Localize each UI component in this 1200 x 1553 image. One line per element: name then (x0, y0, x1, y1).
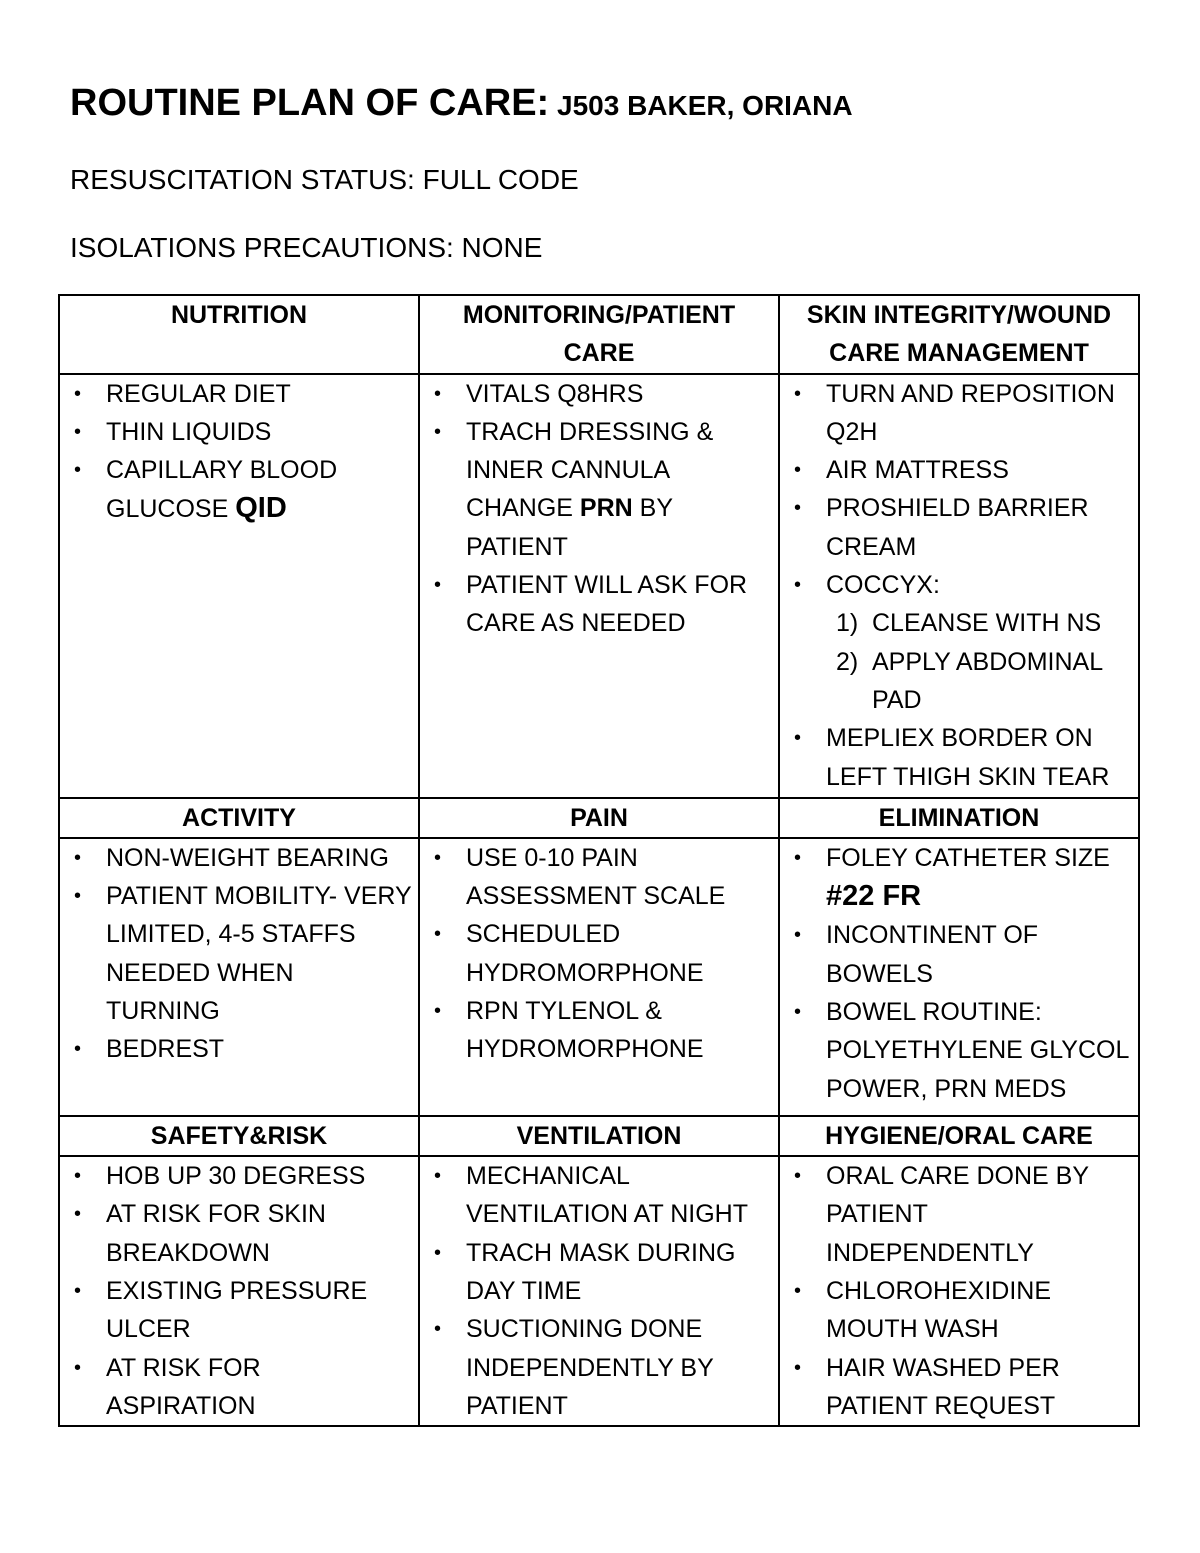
bullet-icon: • (74, 1356, 82, 1379)
bullet-icon: • (434, 923, 442, 946)
list-item: • COCCYX: 1) CLEANSE WITH NS 2) APPLY ABDOMINAL PAD (786, 566, 1132, 719)
body-row-1 (59, 374, 1139, 798)
header-hygiene: HYGIENE/ORAL CARE (779, 1116, 1139, 1156)
bullet-icon: • (794, 382, 802, 405)
bullet-icon: • (794, 924, 802, 947)
header-ventilation: VENTILATION (419, 1116, 779, 1156)
list-item: • AT RISK FOR SKIN BREAKDOWN (66, 1195, 412, 1272)
list-item: • CHLOROHEXIDINE MOUTH WASH (786, 1272, 1132, 1349)
cell-pain (419, 838, 779, 1116)
bullet-icon: • (74, 885, 82, 908)
list-item: • FOLEY CATHETER SIZE #22 FR (786, 839, 1132, 917)
list-item: • AT RISK FOR ASPIRATION (66, 1349, 412, 1426)
nutrition-list (66, 375, 412, 529)
list-item: • SUCTIONING DONE INDEPENDENTLY BY PATIENT (426, 1310, 772, 1425)
title-main: ROUTINE PLAN OF CARE: (70, 82, 550, 124)
list-item: • THIN LIQUIDS (66, 413, 412, 451)
bullet-icon: • (794, 459, 802, 482)
cell-safety-risk (59, 1156, 419, 1426)
list-item: • PROSHIELD BARRIER CREAM (786, 489, 1132, 566)
list-item: • TRACH MASK DURING DAY TIME (426, 1234, 772, 1311)
bullet-icon: • (74, 1038, 82, 1061)
bullet-icon: • (434, 574, 442, 597)
list-item: • EXISTING PRESSURE ULCER (66, 1272, 412, 1349)
foley-size: #22 FR (826, 880, 922, 913)
list-item: • REGULAR DIET (66, 375, 412, 413)
list-item: • ORAL CARE DONE BY PATIENT INDEPENDENTLY (786, 1157, 1132, 1272)
header-monitoring: MONITORING/PATIENT CARE (419, 295, 779, 374)
list-item: • INCONTINENT OF BOWELS (786, 916, 1132, 993)
bullet-icon: • (794, 1356, 802, 1379)
bullet-icon: • (434, 1318, 442, 1341)
pain-list (426, 839, 772, 1069)
activity-list (66, 839, 412, 1069)
bullet-icon: • (794, 727, 802, 750)
bullet-icon: • (794, 574, 802, 597)
list-item: • TRACH DRESSING & INNER CANNULA CHANGE PRN BY PATIENT (426, 413, 772, 566)
bullet-icon: • (794, 497, 802, 520)
list-item: • BEDREST (66, 1030, 412, 1068)
bullet-icon: • (794, 846, 802, 869)
list-item: • HAIR WASHED PER PATIENT REQUEST (786, 1349, 1132, 1426)
page-title (70, 80, 853, 129)
skin-list (786, 375, 1132, 796)
bullet-icon: • (794, 1280, 802, 1303)
header-activity: ACTIVITY (59, 798, 419, 838)
header-skin-integrity: SKIN INTEGRITY/WOUND CARE MANAGEMENT (779, 295, 1139, 374)
list-item: • USE 0-10 PAIN ASSESSMENT SCALE (426, 839, 772, 916)
patient-name: J503 BAKER, ORIANA (549, 90, 853, 121)
bullet-icon: • (434, 420, 442, 443)
list-item: • HOB UP 30 DEGRESS (66, 1157, 412, 1195)
bullet-icon: • (434, 846, 442, 869)
hygiene-list (786, 1157, 1132, 1425)
cell-nutrition (59, 374, 419, 798)
header-row-2 (59, 798, 1139, 838)
cell-monitoring (419, 374, 779, 798)
cell-skin-integrity (779, 374, 1139, 798)
cell-hygiene (779, 1156, 1139, 1426)
list-item: • CAPILLARY BLOOD GLUCOSE QID (66, 451, 412, 529)
cell-elimination (779, 838, 1139, 1116)
step-item: 2) APPLY ABDOMINAL PAD (836, 647, 1103, 714)
bullet-icon: • (74, 420, 82, 443)
list-item: • BOWEL ROUTINE: POLYETHYLENE GLYCOL POWER, PRN MEDS (786, 993, 1132, 1108)
list-item: • TURN AND REPOSITION Q2H (786, 375, 1132, 452)
safety-list (66, 1157, 412, 1425)
isolation-precautions: ISOLATIONS PRECAUTIONS: NONE (70, 232, 543, 263)
list-item: • RPN TYLENOL & HYDROMORPHONE (426, 992, 772, 1069)
list-item: • MECHANICAL VENTILATION AT NIGHT (426, 1157, 772, 1234)
list-item: • SCHEDULED HYDROMORPHONE (426, 915, 772, 992)
cell-activity (59, 838, 419, 1116)
bullet-icon: • (74, 382, 82, 405)
step-item: 1) CLEANSE WITH NS (836, 609, 1102, 638)
header-safety-risk: SAFETY&RISK (59, 1116, 419, 1156)
list-item: • AIR MATTRESS (786, 451, 1132, 489)
monitoring-list (426, 375, 772, 643)
bullet-icon: • (74, 459, 82, 482)
list-item: • NON-WEIGHT BEARING (66, 839, 412, 877)
header-row-1 (59, 295, 1139, 374)
glucose-frequency: QID (235, 492, 287, 525)
bullet-icon: • (434, 382, 442, 405)
cell-ventilation (419, 1156, 779, 1426)
header-pain: PAIN (419, 798, 779, 838)
bullet-icon: • (74, 1165, 82, 1188)
prn-emphasis: PRN (579, 494, 633, 523)
bullet-icon: • (794, 1001, 802, 1024)
body-row-3 (59, 1156, 1139, 1426)
bullet-icon: • (74, 1280, 82, 1303)
coccyx-steps (826, 604, 1132, 719)
bullet-icon: • (74, 1203, 82, 1226)
bullet-icon: • (434, 1000, 442, 1023)
header-nutrition: NUTRITION (59, 295, 419, 374)
bullet-icon: • (794, 1165, 802, 1188)
bullet-icon: • (434, 1241, 442, 1264)
list-item: • VITALS Q8HRS (426, 375, 772, 413)
list-item: • PATIENT MOBILITY- VERY LIMITED, 4-5 STAFFS NEEDED WHEN TURNING (66, 877, 412, 1030)
header-elimination: ELIMINATION (779, 798, 1139, 838)
header-row-3 (59, 1116, 1139, 1156)
ventilation-list (426, 1157, 772, 1425)
bullet-icon: • (434, 1165, 442, 1188)
list-item: • MEPLIEX BORDER ON LEFT THIGH SKIN TEAR (786, 719, 1132, 796)
list-item: • PATIENT WILL ASK FOR CARE AS NEEDED (426, 566, 772, 643)
resuscitation-status: RESUSCITATION STATUS: FULL CODE (70, 164, 579, 195)
care-plan-table (58, 294, 1140, 1427)
body-row-2 (59, 838, 1139, 1116)
bullet-icon: • (74, 846, 82, 869)
elimination-list (786, 839, 1132, 1108)
